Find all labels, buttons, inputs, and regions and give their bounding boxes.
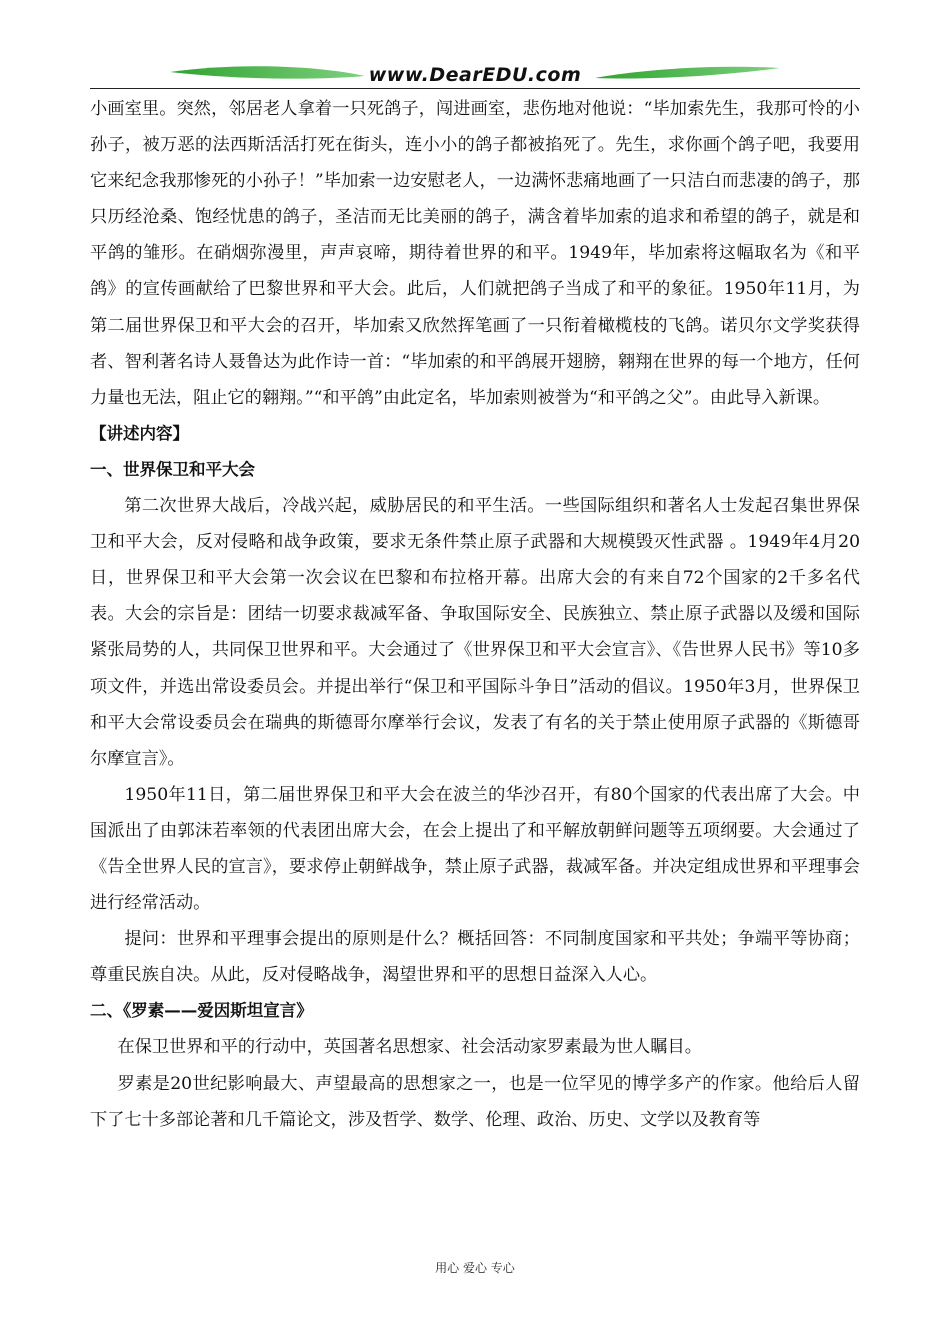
heading-world-peace-congress: 一、世界保卫和平大会 — [90, 459, 255, 479]
page-header — [90, 56, 860, 90]
paragraph-congress-first: 第二次世界大战后，冷战兴起，威胁居民的和平生活。一些国际组织和著名人士发起召集世界保卫和平大会，反对侵略和战争政策，要求无条件禁止原子武器和大规模毁灭性武器 。1949年4月20日，世界保卫和平大会第一次会议在巴黎和布拉格开幕。出席大会的有来自72个国家的2千多名代表。大会的宗旨是：团结一切要求裁减军备、争取国际安全、民族独立、禁止原子武器以及缓和国际紧张局势的人，共同保卫世界和平。大会通过了《世界保卫和平大会宣言》、《告世界人民书》等10多项文件，并选出常设委员会。并提出举行“保卫和平国际斗争日”活动的倡议。1950年3月，世界保卫和平大会常设委员会在瑞典的斯德哥尔摩举行会议，发表了有名的关于禁止使用原子武器的《斯德哥尔摩宣言》。 — [90, 496, 860, 769]
paragraph-question: 提问：世界和平理事会提出的原则是什么？概括回答：不同制度国家和平共处；争端平等协商；尊重民族自决。从此，反对侵略战争，渴望世界和平的思想日益深入人心。 — [90, 929, 860, 986]
paragraph-intro: 小画室里。突然，邻居老人拿着一只死鸽子，闯进画室，悲伤地对他说：“毕加索先生，我那可怜的小孙子，被万恶的法西斯活活打死在街头，连小小的鸽子都被掐死了。先生，求你画个鸽子吧，我要用它来纪念我那惨死的小孙子！”毕加索一边安慰老人，一边满怀悲痛地画了一只洁白而悲凄的鸽子，那只历经沧桑、饱经忧患的鸽子，圣洁而无比美丽的鸽子，满含着毕加索的追求和希望的鸽子，就是和平鸽的雏形。在硝烟弥漫里，声声哀啼，期待着世界的和平。1949年，毕加索将这幅取名为《和平鸽》的宣传画献给了巴黎世界和平大会。此后，人们就把鸽子当成了和平的象征。1950年11月，为第二届世界保卫和平大会的召开，毕加索又欣然挥笔画了一只衔着橄榄枝的飞鸽。诺贝尔文学奖获得者、智利著名诗人聂鲁达为此作诗一首：“毕加索的和平鸽展开翅膀，翱翔在世界的每一个地方，任何力量也无法，阻止它的翱翔。”“和平鸽”由此定名，毕加索则被誉为“和平鸽之父”。由此导入新课。 — [90, 99, 860, 408]
paragraph-russell-intro: 在保卫世界和平的行动中，英国著名思想家、社会活动家罗素最为世人瞩目。 — [117, 1037, 702, 1058]
section-label-lecture: 【讲述内容】 — [90, 423, 189, 443]
header-site-name: www.DearEDU.com — [368, 64, 582, 86]
header-rule — [90, 88, 860, 89]
document-body — [90, 91, 860, 1138]
heading-russell-einstein: 二、《罗素——爱因斯坦宣言》 — [90, 1001, 313, 1021]
paragraph-russell-bio: 罗素是20世纪影响最大、声望最高的思想家之一，也是一位罕见的博学多产的作家。他给后人留下了七十多部论著和几千篇论文，涉及哲学、数学、伦理、政治、历史、文学以及教育等 — [90, 1073, 860, 1130]
page-footer: 用心 爱心 专心 — [435, 1261, 515, 1275]
paragraph-congress-second: 1950年11日，第二届世界保卫和平大会在波兰的华沙召开，有80个国家的代表出席了大会。中国派出了由郭沫若率领的代表团出席大会，在会上提出了和平解放朝鲜问题等五项纲要。大会通过了《告全世界人民的宣言》，要求停止朝鲜战争，禁止原子武器，裁减军备。并决定组成世界和平理事会进行经常活动。 — [90, 784, 860, 914]
